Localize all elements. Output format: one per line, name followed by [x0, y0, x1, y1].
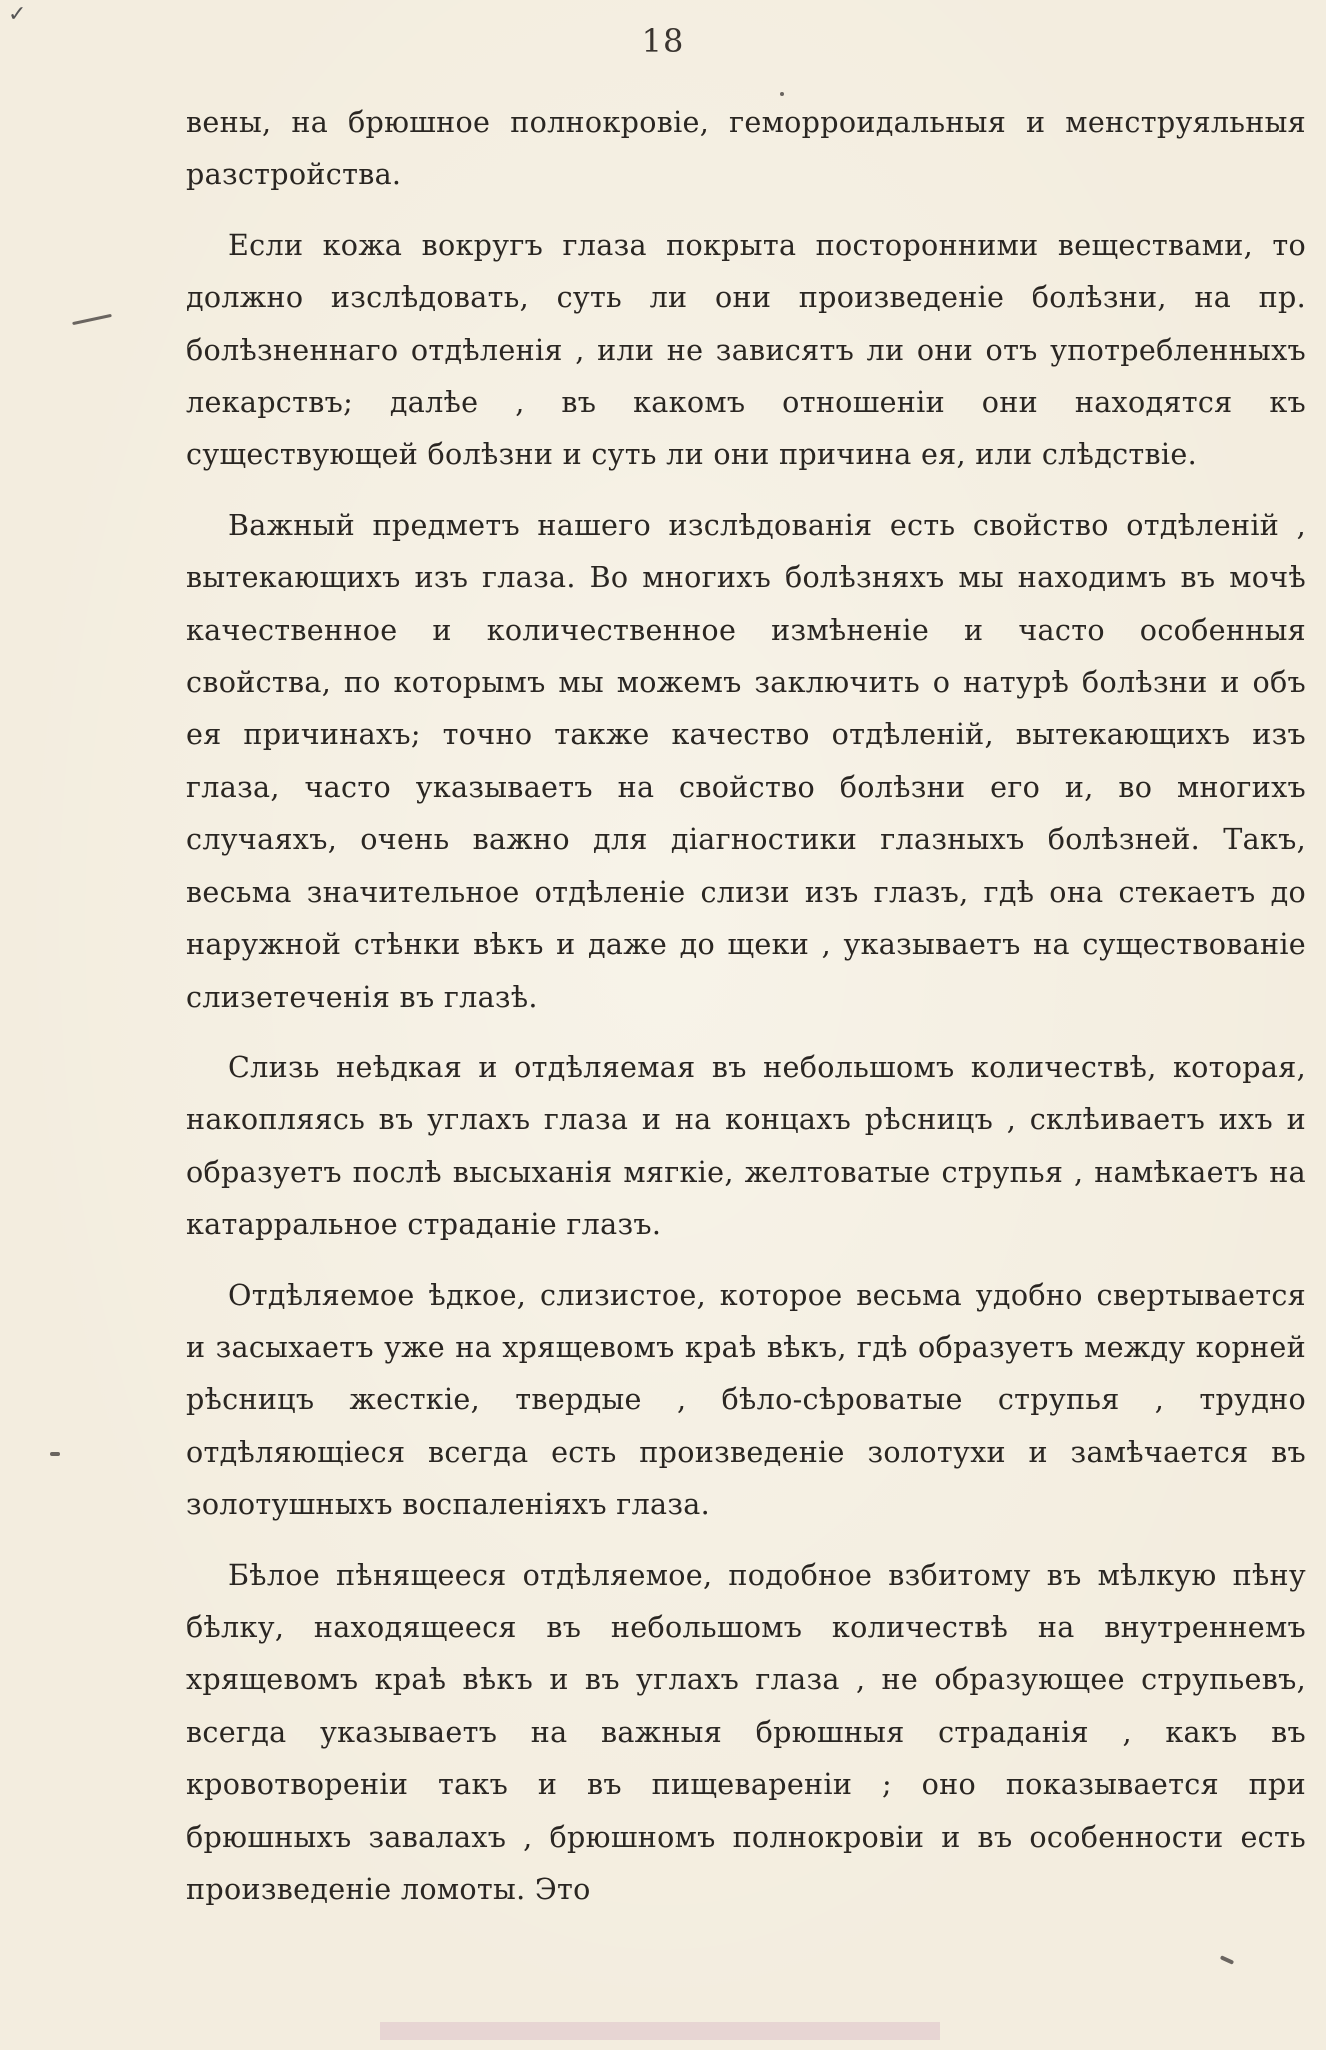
- margin-mark: [72, 314, 112, 325]
- corner-tick-mark: ✓: [8, 2, 27, 27]
- library-stamp-strip: [380, 2022, 940, 2040]
- paragraph: Бѣлое пѣнящееся отдѣляемое, подобное взбитому въ мѣлкую пѣну бѣлку, находящееся въ небольшомъ количествѣ на внутреннемъ хрящевомъ краѣ вѣкъ и въ углахъ глаза , не образующее струпьевъ, всегда указываетъ на важныя брюшныя страданія , какъ въ кровотвореніи такъ и въ пищевареніи ; оно показывается при брюшныхъ завалахъ , брюшномъ полнокровіи и въ особенности есть произведеніе ломоты. Это: [186, 1557, 1306, 1906]
- margin-mark: [50, 1452, 60, 1456]
- paragraph: Слизь неѣдкая и отдѣляемая въ небольшомъ количествѣ, которая, накопляясь въ углахъ глаза и на концахъ рѣсницъ , склѣиваетъ ихъ и образуетъ послѣ высыханія мягкіе, желтоватые струпья , намѣкаетъ на катарральное страданіе глазъ.: [186, 1049, 1306, 1242]
- page-number: 18: [641, 22, 685, 60]
- body-text: [186, 96, 1306, 1933]
- paragraph: Важный предметъ нашего изслѣдованія есть свойство отдѣленій , вытекающихъ изъ глаза. Во многихъ болѣзняхъ мы находимъ въ мочѣ качественное и количественное измѣненіе и часто особенныя свойства, по которымъ мы можемъ заключить о натурѣ болѣзни и объ ея причинахъ; точно также качество отдѣленій, вытекающихъ изъ глаза, часто указываетъ на свойство болѣзни его и, во многихъ случаяхъ, очень важно для діагностики глазныхъ болѣзней. Такъ, весьма значительное отдѣленіе слизи изъ глазъ, гдѣ она стекаетъ до наружной стѣнки вѣкъ и даже до щеки , указываетъ на существованіе слизетеченія въ глазѣ.: [186, 507, 1306, 1014]
- paragraph-continuation: вены, на брюшное полнокровіе, геморроидальныя и менструяльныя разстройства.: [186, 105, 1306, 192]
- paragraph: Отдѣляемое ѣдкое, слизистое, которое весьма удобно свертывается и засыхаетъ уже на хрящевомъ краѣ вѣкъ, гдѣ образуетъ между корней рѣсницъ жесткіе, твердые , бѣло-сѣроватые струпья , трудно отдѣляющіеся всегда есть произведеніе золотухи и замѣчается въ золотушныхъ воспаленіяхъ глаза.: [186, 1277, 1306, 1522]
- margin-mark: [1220, 1955, 1234, 1965]
- margin-mark: [780, 92, 784, 96]
- paragraph: Если кожа вокругъ глаза покрыта посторонними веществами, то должно изслѣдовать, суть ли они произведеніе болѣзни, на пр. болѣзненнаго отдѣленія , или не зависятъ ли они отъ употребленныхъ лекарствъ; далѣе , въ какомъ отношеніи они находятся къ существующей болѣзни и суть ли они причина ея, или слѣдствіе.: [186, 227, 1306, 472]
